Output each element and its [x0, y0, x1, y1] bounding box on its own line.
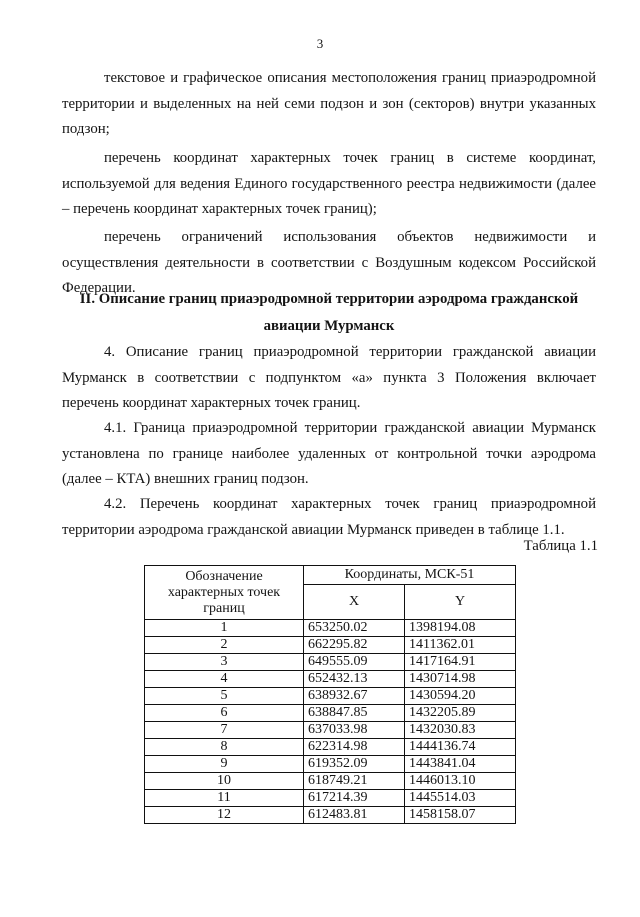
paragraph-item-4: 4. Описание границ приаэродромной территории гражданской авиации Мурманск в соответствии с подпунктом «а» пункта 3 Положения включает перечень координат характерных точек границ. — [62, 344, 596, 411]
page-number: 3 — [316, 36, 324, 51]
y-value: 1432205.89 — [405, 705, 516, 722]
point-number: 10 — [145, 773, 304, 790]
table-row — [145, 790, 516, 807]
table-row — [145, 705, 516, 722]
x-value: 637033.98 — [304, 722, 405, 739]
x-value: 662295.82 — [304, 637, 405, 654]
point-number: 5 — [145, 688, 304, 705]
y-value: 1443841.04 — [405, 756, 516, 773]
table-row — [145, 722, 516, 739]
y-value: 1444136.74 — [405, 739, 516, 756]
paragraph-item-4-1: 4.1. Граница приаэродромной территории гражданской авиации Мурманск установлена по границе наиболее удаленных от контрольной точки аэродрома (далее – КТА) внешних границ подзон. — [62, 420, 596, 487]
point-number: 2 — [145, 637, 304, 654]
table-row — [145, 807, 516, 824]
table-row — [145, 637, 516, 654]
point-number: 1 — [145, 620, 304, 637]
y-value: 1417164.91 — [405, 654, 516, 671]
y-value: 1446013.10 — [405, 773, 516, 790]
x-value: 617214.39 — [304, 790, 405, 807]
x-value: 618749.21 — [304, 773, 405, 790]
point-number: 7 — [145, 722, 304, 739]
x-value: 638932.67 — [304, 688, 405, 705]
y-header: Y — [405, 585, 516, 620]
y-value: 1411362.01 — [405, 637, 516, 654]
x-value: 653250.02 — [304, 620, 405, 637]
point-number: 6 — [145, 705, 304, 722]
y-value: 1458158.07 — [405, 807, 516, 824]
table-row — [145, 671, 516, 688]
table-row — [145, 688, 516, 705]
paragraph-coordinates-list: перечень координат характерных точек границ в системе координат, используемой для ведения Единого государственного реестра недвижимости (далее – перечень координат характерных точек границ); — [62, 150, 596, 217]
designation-header: Обозначение характерных точек границ — [145, 566, 304, 620]
paragraph-restrictions-list: перечень ограничений использования объектов недвижимости и осуществления деятельности в соответствии с Воздушным кодексом Российской Федерации. — [62, 229, 596, 296]
point-number: 11 — [145, 790, 304, 807]
table-row — [145, 773, 516, 790]
y-value: 1398194.08 — [405, 620, 516, 637]
y-value: 1430714.98 — [405, 671, 516, 688]
point-number: 3 — [145, 654, 304, 671]
point-number: 9 — [145, 756, 304, 773]
section-heading: II. Описание границ приаэродромной территории аэродрома гражданской авиации Мурманск — [79, 291, 579, 334]
table-caption: Таблица 1.1 — [523, 538, 598, 554]
coordinates-table — [144, 565, 516, 824]
table-row — [145, 654, 516, 671]
y-value: 1430594.20 — [405, 688, 516, 705]
point-number: 12 — [145, 807, 304, 824]
coordinates-header: Координаты, МСК-51 — [304, 566, 516, 585]
x-value: 612483.81 — [304, 807, 405, 824]
paragraph-item-4-2: 4.2. Перечень координат характерных точек границ приаэродромной территории аэродрома гражданской авиации Мурманск приведен в таблице 1.1. — [62, 496, 596, 538]
point-number: 8 — [145, 739, 304, 756]
x-header: X — [304, 585, 405, 620]
table-row — [145, 739, 516, 756]
paragraph-text-description: текстовое и графическое описания местоположения границ приаэродромной территории и выделенных на ней семи подзон и зон (секторов) внутри указанных подзон; — [62, 70, 596, 137]
y-value: 1445514.03 — [405, 790, 516, 807]
x-value: 638847.85 — [304, 705, 405, 722]
x-value: 622314.98 — [304, 739, 405, 756]
x-value: 652432.13 — [304, 671, 405, 688]
table-row — [145, 620, 516, 637]
x-value: 619352.09 — [304, 756, 405, 773]
x-value: 649555.09 — [304, 654, 405, 671]
y-value: 1432030.83 — [405, 722, 516, 739]
table-row — [145, 756, 516, 773]
point-number: 4 — [145, 671, 304, 688]
